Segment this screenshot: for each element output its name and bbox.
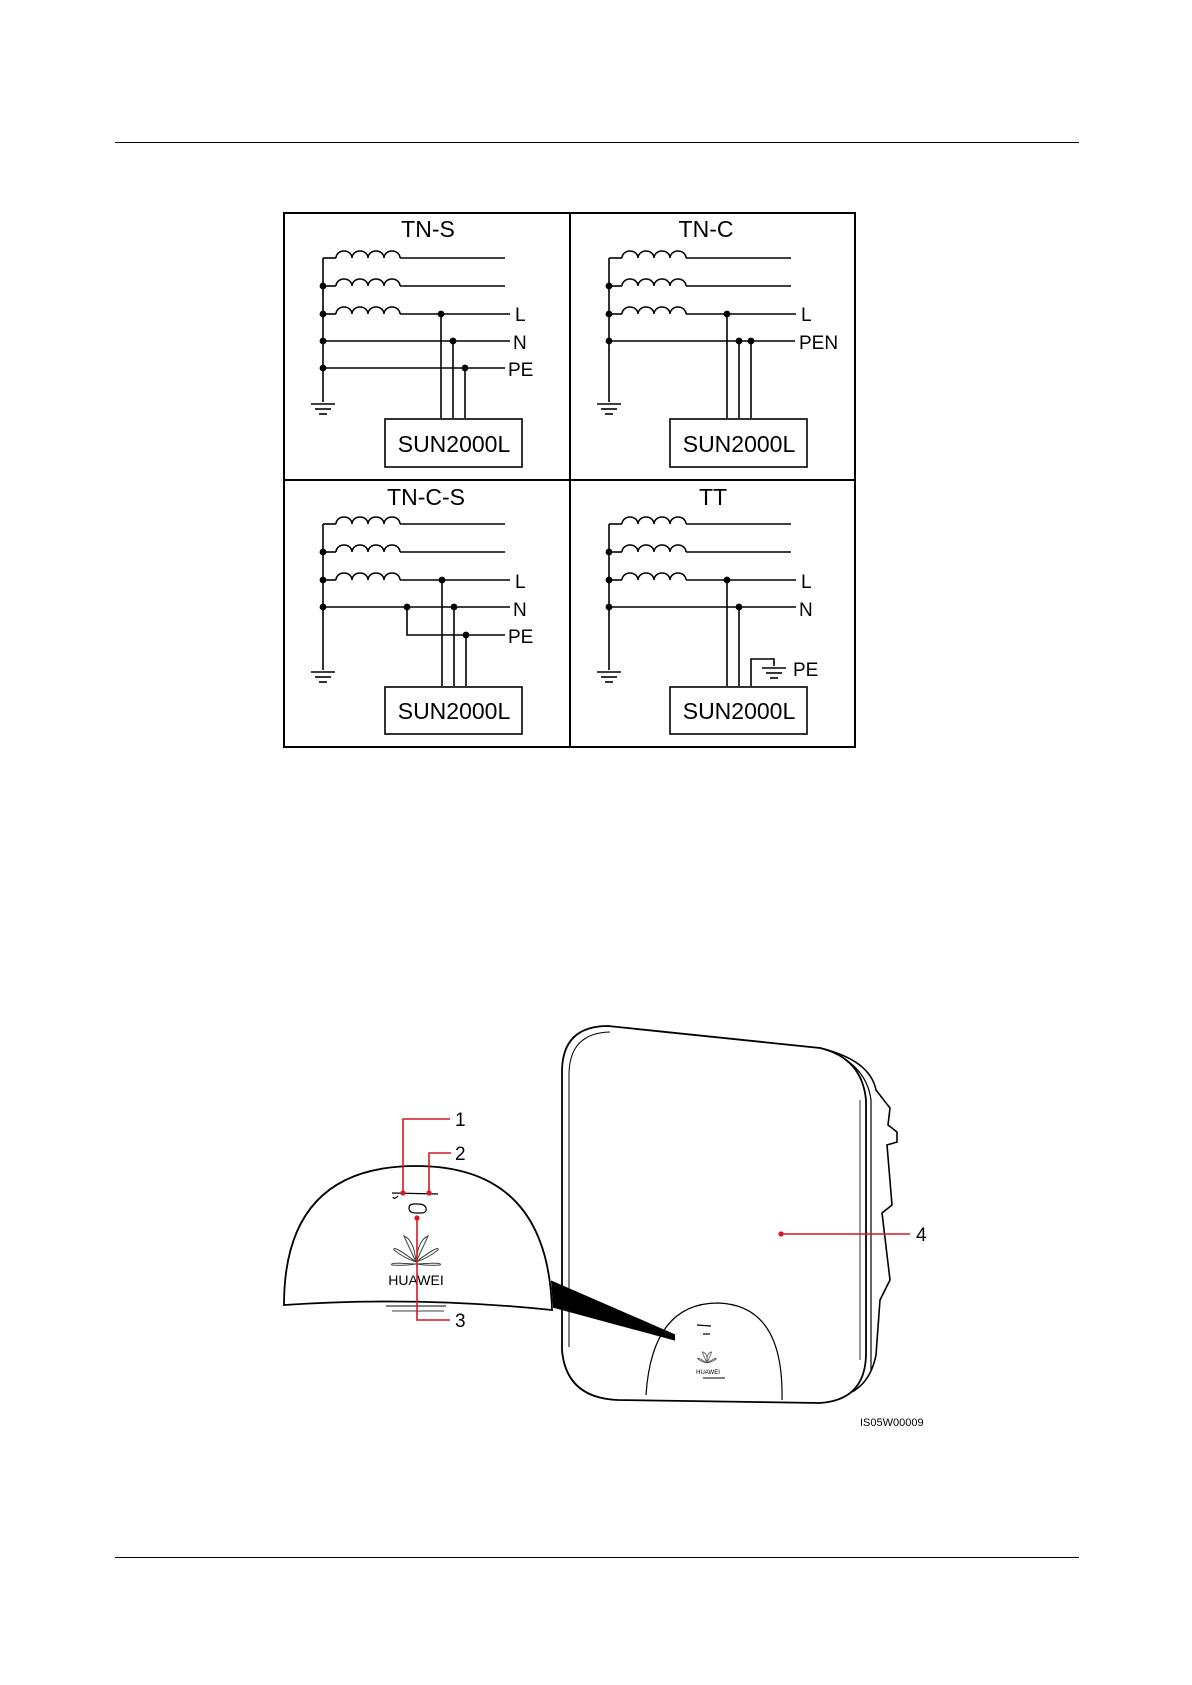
callout-4: 4 [916,1225,927,1246]
inverter-illustration [284,1026,897,1403]
wire-label-pe: PE [793,660,819,681]
wire-label-n: N [513,333,527,354]
wire-label-n: N [799,600,813,621]
wire-label-n: N [513,600,527,621]
device-wordmark: HUAWEI [696,1370,720,1376]
panel-title: TT [698,484,728,510]
figure-id: IS05W00009 [860,1417,924,1429]
huawei-wordmark: HUAWEI [388,1272,444,1288]
wire-label-pe: PE [508,627,534,648]
callout-3: 3 [455,1311,466,1332]
wire-label-pe: PE [508,360,534,381]
wire-label-l: L [801,305,812,326]
wire-label-l: L [801,572,812,593]
callout-1: 1 [455,1110,466,1131]
panel-title: TN-S [401,216,455,242]
panel-title: TN-C-S [387,484,465,510]
wire-label-pen: PEN [799,333,839,354]
panel-title: TN-C [678,216,734,242]
device-label: SUN2000L [397,698,511,724]
device-label: SUN2000L [682,698,796,724]
device-label: SUN2000L [682,431,796,457]
wire-label-l: L [515,572,526,593]
device-label: SUN2000L [397,431,511,457]
callout-2: 2 [455,1144,466,1165]
wire-label-l: L [515,305,526,326]
